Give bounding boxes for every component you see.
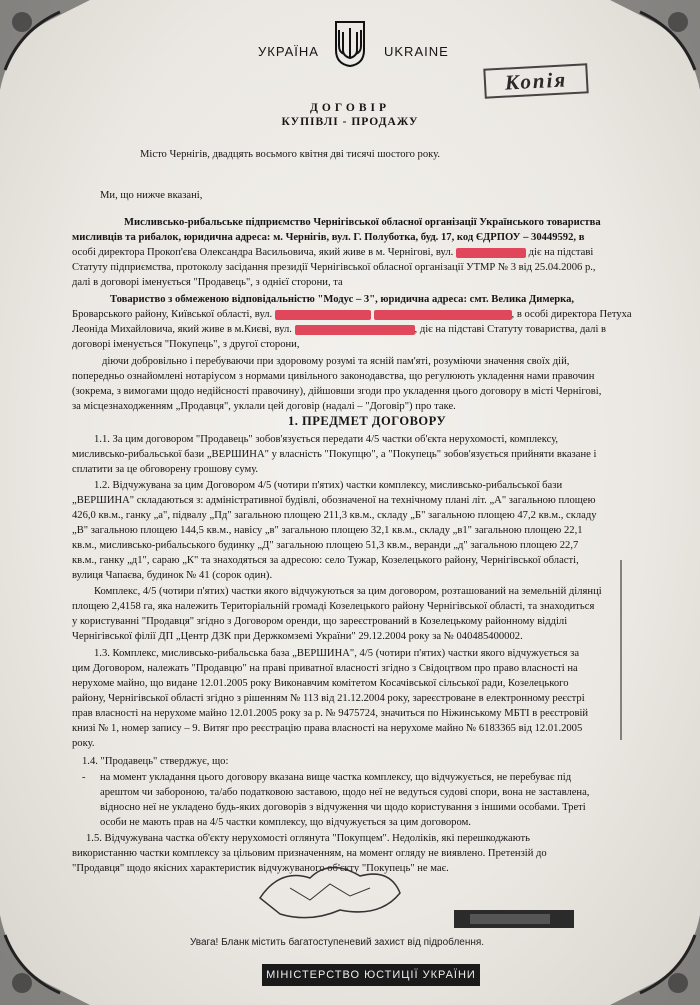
- section-line: „ВЕРШИНА" складаються з: адміністративної будівлі, обозначеної на технічному плані літ. „А" загальною площею: [72, 495, 596, 506]
- paragraph-line: діючи добровільно і перебуваючи при здоровому розумі та ясній пам'яті, розуміючи значення своїх дій,: [102, 356, 570, 367]
- section-line: сплатити за це обговорену грошову суму.: [72, 464, 259, 475]
- section-line: мисливсько-рибальської бази „ВЕРШИНА" у власність "Покупцю", а "Покупець" зобов'язується прийняти вказане і: [72, 449, 597, 460]
- paragraph-line: договорі іменується "Покупець", з другої сторони,: [72, 339, 300, 350]
- section-line: книзі № 1, номер запису – 9. Витяг про реєстрацію права власності на нерухоме майно № 6183365 від 12.01.2005: [72, 723, 583, 734]
- section-line: використанню частки комплексу за цільовим призначенням, на момент огляду не виявлено. Претензій до: [72, 848, 547, 859]
- paragraph-line: (зокрема, з вимогами щодо недійсності правочину), дійшовши згоди про укладення цього договору в місті Чернігові,: [72, 386, 602, 397]
- trident-emblem-icon: [334, 20, 366, 68]
- city-date: Місто Чернігів, двадцять восьмого квітня дві тисячі шостого року.: [140, 149, 441, 160]
- paragraph-line: попередньо ознайомлені нотаріусом з нормами цивільного законодавства, що регулюють укладення нами правочин: [72, 371, 595, 382]
- paragraph-line: Статуту підприємства, протоколу засідання президії Чернігівської обласної організації УТМР № 3 від 25.04.2006 р.,: [72, 262, 596, 273]
- section-line: 1.4. "Продавець" стверджує, що:: [82, 756, 229, 767]
- section-line: площею 2,4158 га, яка належить Територіальній громаді Козелецького району Чернігівської області, та знаходиться: [72, 601, 595, 612]
- redaction-mark: [374, 310, 512, 320]
- section-line: відносно неї не укладено будь-яких договорів з відчуження чи щодо користування з іншими особами. Треті: [100, 802, 586, 813]
- section-line: цим Договором, належать "Продавцю" на праві приватної власності згідно з Свідоцтвом про право власності на: [72, 663, 578, 674]
- section-heading: 1. ПРЕДМЕТ ДОГОВОРУ: [288, 414, 447, 428]
- section-line: Чернігівської філії ДП „Центр ДЗК при Держкомземі України" 29.12.2004 року за № 040485400002.: [72, 631, 523, 642]
- section-line: 1.2. Відчужувана за цим Договором 4/5 (чотири п'ятих) частки комплексу, мисливсько-рибальської бази: [94, 480, 563, 491]
- paragraph-text: , діє на підставі Статуту товариства, далі в: [414, 324, 607, 335]
- paragraph-line: далі в договорі іменується "Продавець", з однієї сторони, та: [72, 277, 343, 288]
- serial-number-mark: [470, 914, 550, 924]
- section-line: 1.1. За цим договором "Продавець" зобов'язується передати 4/5 частки об'єкта нерухомості, комплексу,: [94, 434, 559, 445]
- paragraph-line: [72, 245, 593, 260]
- redaction-mark: [295, 325, 415, 335]
- ornament-corner-icon: [0, 915, 90, 1005]
- security-note: Увага! Бланк містить багатоступеневий захист від підроблення.: [190, 937, 485, 948]
- section-line: вулиця Чапаєва, будинок № 41 (сорок один).: [72, 570, 273, 581]
- country-name-en: UKRAINE: [384, 44, 449, 59]
- section-line: Комплекс, 4/5 (чотири п'ятих) частки якого відчужуються за цим договором, розташований на земельній ділянці: [94, 586, 602, 597]
- map-watermark-icon: [250, 848, 410, 928]
- section-line: кв.м., ганку „д1", сараю „К" та знаходяться за адресою: село Тужар, Козелецького району, Чернігівської області,: [72, 555, 579, 566]
- section-line: кв.м., мисливсько-рибальського будинку „Д" загальною площею 51,3 кв.м., веранди „д" загальною площею 22,7: [72, 540, 579, 551]
- ornament-corner-icon: [0, 0, 90, 90]
- section-line: 1.3. Комплекс, мисливсько-рибальська база „ВЕРШИНА", 4/5 (чотири п'ятих) частки якого відчужується за: [94, 648, 580, 659]
- document-title: ДОГОВІР: [309, 102, 390, 114]
- section-line: у користуванні "Продавця" згідно з Договором оренди, що зареєстрований в Козелецькому районному відділі: [72, 616, 568, 627]
- section-line: „В" загальною площею 144,5 кв.м., навісу „в" загальною площею 32,1 кв.м., складу „в1" загальною площею 22,1: [72, 525, 583, 536]
- paragraph-line: Мисливсько-рибальське підприємство Чернігівської обласної організації Українського товариства: [124, 217, 601, 228]
- section-line: арештом чи забороною, та/або податковою заставою, щодо неї не ведуться судові спори, вона не заставлена,: [100, 787, 590, 798]
- section-line: нерухоме майно, що видане 12.01.2005 року Виконавчим комітетом Косачівської сільської ради, Козелецького: [72, 678, 569, 689]
- redaction-mark: [275, 310, 371, 320]
- paragraph-line: Товариство з обмеженою відповідальністю "Модус – 3", юридична адреса: смт. Велика Димерка,: [110, 294, 575, 305]
- section-line: "Продавця" щодо якісних характеристик відчужуваного об'єкту "Покупець" не має.: [72, 863, 449, 874]
- section-line: району, Чернігівської області згідно з рішенням № 113 від 21.12.2004 року, зареєстроване в електронному реєстрі: [72, 693, 585, 704]
- section-line: прав власності на нерухоме майно 12.01.2005 року за р. № 9475724, значиться по Ніжинському МБТІ в реєстровій: [72, 708, 589, 719]
- paragraph-line: за місцезнаходженням „Продавця", уклали цей договір (надалі – "Договір") про таке.: [72, 401, 456, 412]
- paragraph-text: Броварського району, Київської області, вул.: [72, 309, 273, 320]
- section-line: 1.5. Відчужувана частка об'єкту нерухомості оглянута "Покупцем". Недоліків, які перешкоджають: [86, 833, 530, 844]
- paragraph-line: [72, 307, 632, 322]
- paragraph-text: діє на підставі: [528, 247, 594, 258]
- paragraph-text: Леоніда Михайловича, який живе в м.Києві, вул.: [72, 324, 292, 335]
- ornament-corner-icon: [610, 915, 700, 1005]
- bullet-marker: -: [82, 772, 86, 783]
- paragraph-line: [72, 322, 606, 337]
- section-line: року.: [72, 738, 95, 749]
- copy-stamp: Копія: [483, 63, 588, 98]
- section-line: на момент укладання цього договору вказана вище частка комплексу, що відчужується, не перебуває під: [100, 772, 572, 783]
- section-line: особи не мають прав на 4/5 частки комплексу, що відчужується за цим договором.: [100, 817, 471, 828]
- paragraph-line: мисливців та рибалок, юридична адреса: м. Чернігів, вул. Г. Полуботка, буд. 17, код ЄДРПОУ – 30449592, в: [72, 232, 585, 243]
- paragraph-text: , в особі директора Петуха: [511, 309, 632, 320]
- section-line: 426,0 кв.м., ганку „а", підвалу „Пд" загальною площею 211,3 кв.м., складу „Б" загальною площею 47,2 кв.м., складу: [72, 510, 597, 521]
- paper-fold-line: [620, 560, 622, 740]
- redaction-mark: [456, 248, 526, 258]
- ornament-corner-icon: [610, 0, 700, 90]
- document-subtitle: КУПІВЛІ - ПРОДАЖУ: [281, 116, 419, 128]
- paragraph-text: особі директора Прокоп'єва Олександра Васильовича, який живе в м. Чернігові, вул.: [72, 247, 454, 258]
- ministry-banner: МІНІСТЕРСТВО ЮСТИЦІЇ УКРАЇНИ: [262, 964, 480, 986]
- country-name-ua: УКРАЇНА: [258, 44, 319, 59]
- intro-text: Ми, що нижче вказані,: [100, 190, 203, 201]
